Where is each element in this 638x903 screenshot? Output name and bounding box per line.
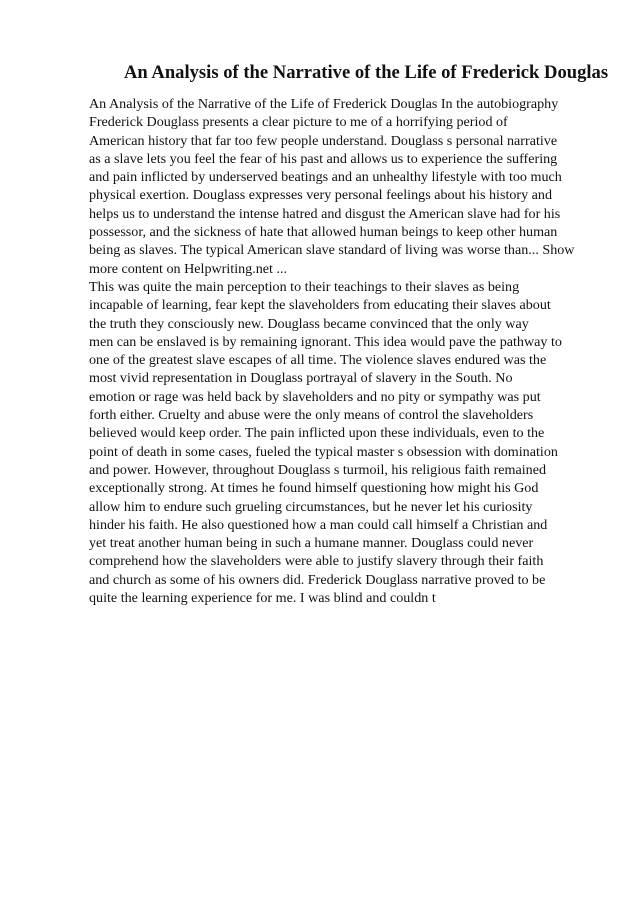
- body-line: helps us to understand the intense hatred and disgust the American slave had for his: [89, 205, 561, 222]
- body-line: and church as some of his owners did. Frederick Douglass narrative proved to be: [89, 571, 546, 588]
- document-title: An Analysis of the Narrative of the Life of Frederick Douglas: [124, 62, 609, 83]
- body-line: believed would keep order. The pain inflicted upon these individuals, even to the: [89, 425, 545, 442]
- body-line: as a slave lets you feel the fear of his past and allows us to experience the suffering: [89, 150, 558, 167]
- body-line: Frederick Douglass presents a clear picture to me of a horrifying period of: [89, 114, 508, 131]
- body-line: American history that far too few people understand. Douglass s personal narrative: [89, 132, 558, 149]
- body-line: point of death in some cases, fueled the typical master s obsession with domination: [89, 443, 558, 460]
- body-line: one of the greatest slave escapes of all time. The violence slaves endured was the: [89, 352, 547, 369]
- body-line: more content on Helpwriting.net ...: [89, 260, 288, 277]
- body-line: allow him to endure such grueling circumstances, but he never let his curiosity: [89, 498, 533, 515]
- body-line: and pain inflicted by underserved beatings and an unhealthy lifestyle with too much: [89, 169, 562, 186]
- body-line: forth either. Cruelty and abuse were the only means of control the slaveholders: [89, 407, 534, 424]
- document-body: [89, 95, 609, 607]
- body-line: An Analysis of the Narrative of the Life of Frederick Douglas In the autobiography: [89, 96, 559, 112]
- body-line: emotion or rage was held back by slaveholders and no pity or sympathy was put: [89, 388, 541, 405]
- body-line: possessor, and the sickness of hate that allowed human beings to keep other human: [89, 224, 558, 241]
- body-line: exceptionally strong. At times he found himself questioning how might his God: [89, 480, 539, 497]
- body-line: men can be enslaved is by remaining ignorant. This idea would pave the pathway to: [89, 333, 562, 350]
- body-line: physical exertion. Douglass expresses very personal feelings about his history and: [89, 187, 553, 204]
- body-line: being as slaves. The typical American slave standard of living was worse than... Show: [89, 242, 575, 259]
- body-line: This was quite the main perception to their teachings to their slaves as being: [89, 278, 520, 295]
- body-line: the truth they consciously new. Douglass became convinced that the only way: [89, 315, 529, 332]
- body-line: quite the learning experience for me. I was blind and couldn t: [89, 590, 436, 607]
- body-line: yet treat another human being in such a humane manner. Douglass could never: [89, 535, 534, 552]
- body-line: hinder his faith. He also questioned how a man could call himself a Christian and: [89, 516, 548, 533]
- body-line: incapable of learning, fear kept the slaveholders from educating their slaves about: [89, 297, 551, 314]
- body-line: comprehend how the slaveholders were able to justify slavery through their faith: [89, 553, 544, 570]
- body-line: and power. However, throughout Douglass s turmoil, his religious faith remained: [89, 461, 547, 478]
- body-line: most vivid representation in Douglass portrayal of slavery in the South. No: [89, 370, 513, 387]
